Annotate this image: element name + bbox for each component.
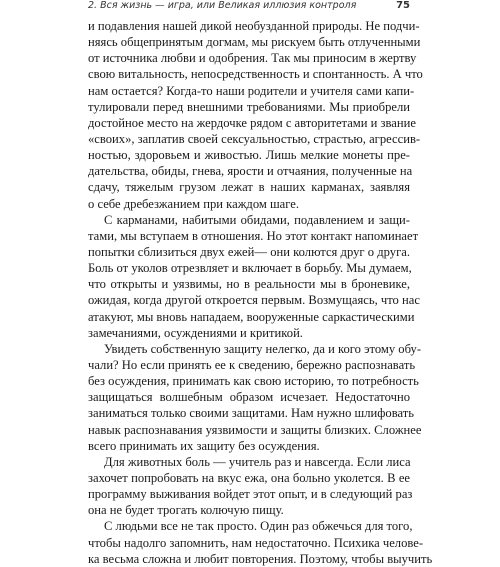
text-line: тами, мы вступаем в отношения. Но этот контакт напоминает bbox=[88, 228, 419, 243]
text-line: о себе дребезжанием при каждом шаге. bbox=[88, 196, 300, 211]
text-line: Для животных боль — учитель раз и навсегда. Если лиса bbox=[104, 454, 411, 469]
text-line: программу выживания войдет этот опыт, и в следующий раз bbox=[88, 487, 413, 502]
text-line: захочет попробовать на вкус ежа, она больно уколется. В ее bbox=[88, 470, 410, 485]
text-line: заниматься только своими защитами. Нам нужно шлифовать bbox=[88, 406, 415, 421]
text-line: ка весьма сложна и любит повторения. Поэтому, чтобы выучить bbox=[88, 551, 433, 566]
text-line: ностью, здоровьем и живостью. Лишь мелкие монеты пре- bbox=[88, 148, 410, 163]
text-line: няясь общепринятым догмам, мы рискуем быть отлученными bbox=[88, 35, 421, 50]
text-line: достойное место на жердочке рядом с авторитетами и звание bbox=[88, 115, 416, 130]
text-line: всего принимать их защиту без осуждения. bbox=[88, 438, 320, 453]
text-line: чали? Но если принять ее к сведению, бережно распознавать bbox=[88, 357, 416, 372]
text-line: без осуждения, принимать как свою историю, то потребность bbox=[88, 374, 419, 389]
text-line: она не будет трогать колючую пищу. bbox=[88, 503, 284, 518]
text-line: С карманами, набитыми обидами, подавлением и защи- bbox=[104, 212, 410, 227]
text-line: замечаниями, осуждениями и критикой. bbox=[88, 325, 303, 340]
chapter-title: 2. Вся жизнь — игра, или Великая иллюзия контроля bbox=[88, 0, 357, 11]
text-line: свою витальность, непосредственность и спонтанность. А что bbox=[88, 67, 423, 82]
running-head bbox=[88, 0, 410, 12]
text-line: тулировали перед внешними требованиями. Мы приобрели bbox=[88, 99, 410, 114]
text-line: нам остается? Когда-то наши родители и учителя сами капи- bbox=[88, 83, 415, 98]
text-line: дательства, обиды, гнева, ярости и отчаяния, полученные на bbox=[88, 164, 413, 179]
text-line: сдачу, тяжелым грузом лежат в наших карманах, заявляя bbox=[88, 180, 410, 195]
text-line: навык распознавания уязвимости и защиты близких. Сложнее bbox=[88, 422, 422, 437]
body-text bbox=[88, 18, 433, 567]
text-line: чтобы надолго запомнить, нам недостаточно. Психика челове- bbox=[88, 535, 424, 550]
text-line: что открыты и уязвимы, но в реальности мы в броневике, bbox=[88, 277, 410, 292]
text-line: атакуют, мы вновь нападаем, вооруженные саркастическими bbox=[88, 309, 415, 324]
text-line: и подавления нашей дикой необузданной природы. Не подчи- bbox=[88, 19, 420, 33]
page-number: 75 bbox=[396, 0, 410, 11]
text-line: от источника любви и одобрения. Так мы приносим в жертву bbox=[88, 51, 417, 66]
text-line: ожидая, когда другой откроется первым. Возмущаясь, что нас bbox=[88, 293, 420, 308]
text-line: попытки сблизиться двух ежей— они колются друг о друга. bbox=[88, 244, 410, 259]
text-line: С людьми все не так просто. Один раз обжечься для того, bbox=[104, 519, 413, 534]
text-line: защищаться волшебным образом исчезает. Недостаточно bbox=[88, 390, 410, 405]
text-line: «своих», заплатив своей сексуальностью, страстью, агрессив- bbox=[88, 131, 421, 146]
text-line: Увидеть собственную защиту нелегко, да и кого этому обу- bbox=[104, 341, 422, 356]
text-line: Боль от уколов отрезвляет и включает в борьбу. Мы думаем, bbox=[88, 261, 412, 276]
